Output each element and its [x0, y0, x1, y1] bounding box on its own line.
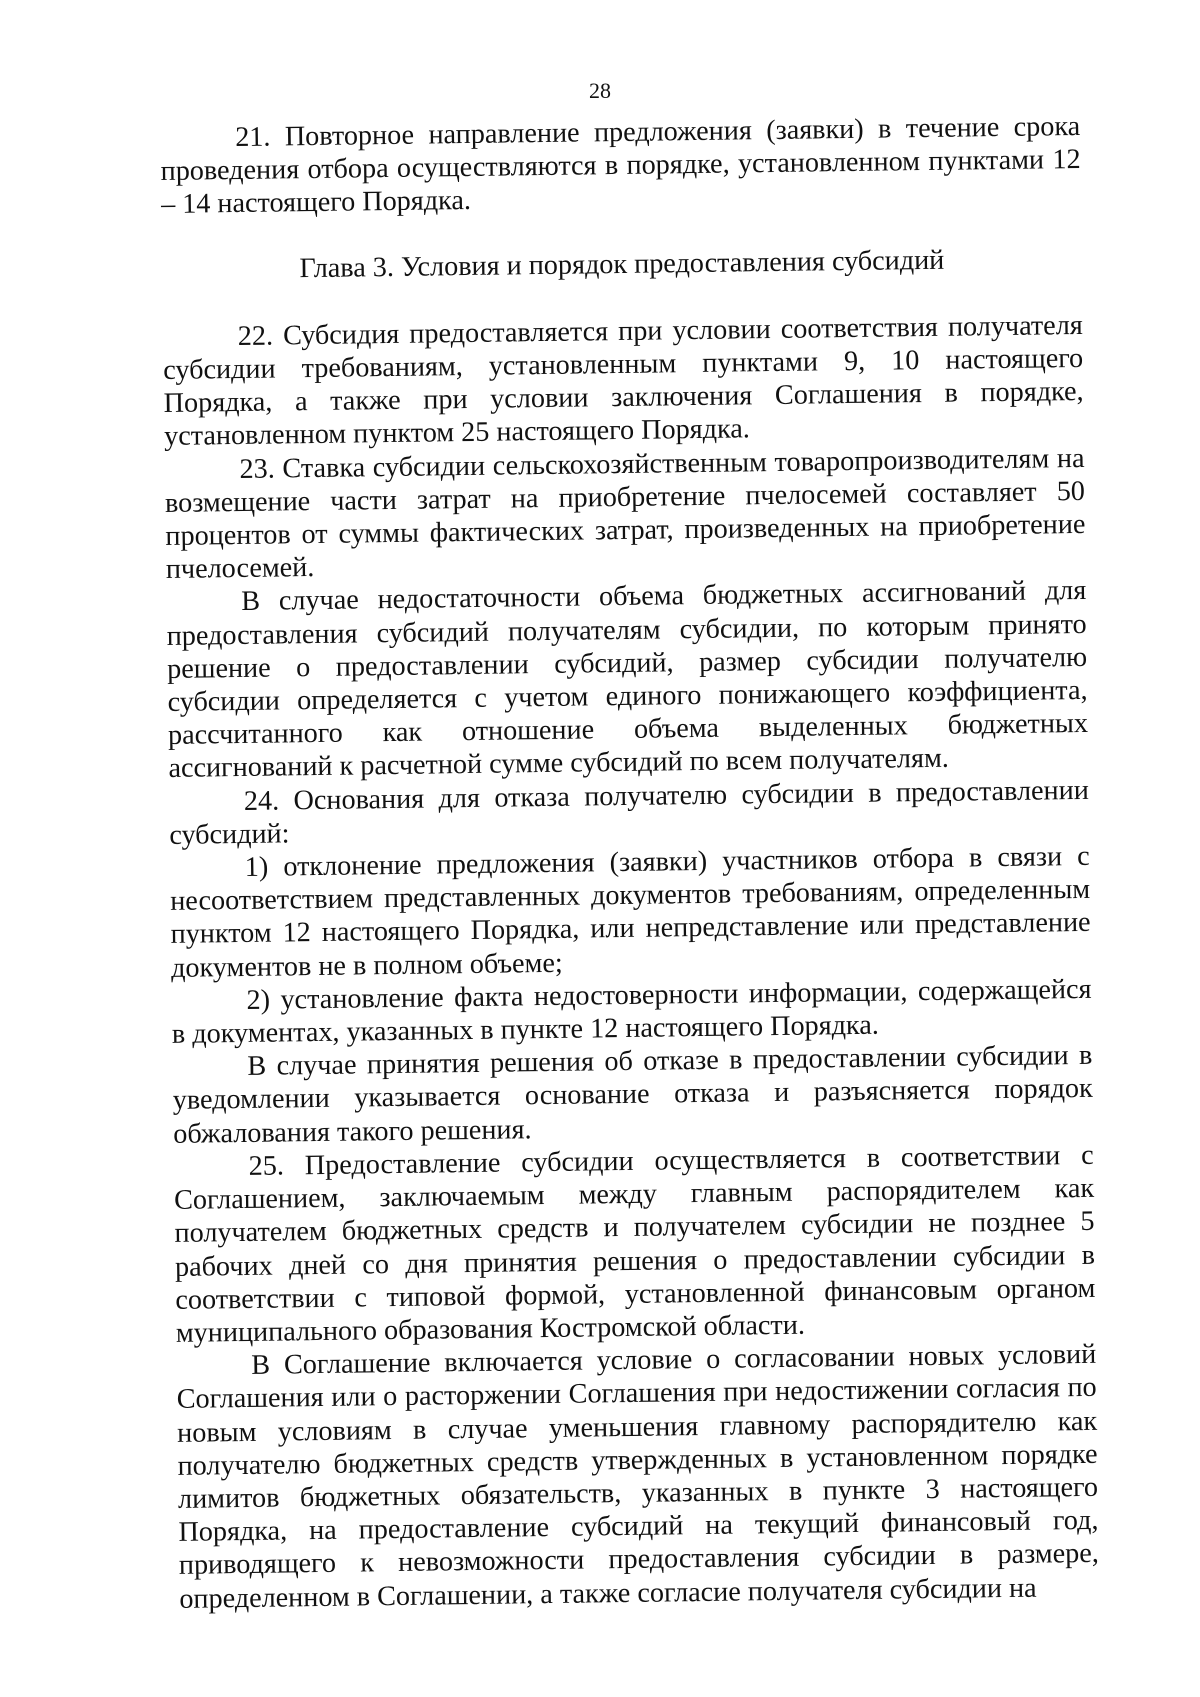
paragraph-25: 25. Предоставление субсидии осуществляется в соответствии с Соглашением, заключаемым между главным распорядителем как получателем бюджетных средств и получателем субсидии не позднее 5 рабочих дней со дня принятия решения о предоставлении субсидии в соответствии с типовой формой, установленной финансовым органом муниципального образования Костромской области.	[173, 1139, 1096, 1349]
paragraph-25-agreement-terms: В Соглашение включается условие о согласовании новых условий Соглашения или о расторжении Соглашения при недостижении согласия по новым условиям в случае уменьшения главному распорядителю как получателю бюджетных средств утвержденных в установленном порядке лимитов бюджетных обязательств, указанных в пункте 3 настоящего Порядка, на предоставление субсидий на текущий финансовый год, приводящего к невозможности предоставления субсидии в размере, определенном в Соглашении, а также согласие получателя субсидии на	[176, 1338, 1100, 1615]
paragraph-24: 24. Основания для отказа получателю субсидии в предоставлении субсидий:	[169, 774, 1090, 851]
paragraph-24-refusal-notice: В случае принятия решения об отказе в предоставлении субсидии в уведомлении указывается основание отказа и разъясняется порядок обжалования такого решения.	[172, 1040, 1093, 1150]
paragraph-23: 23. Ставка субсидии сельскохозяйственным товаропроизводителям на возмещение части затрат на приобретение пчелосемей составляет 50 процентов от суммы фактических затрат, произведенных на приобретение пчелосемей.	[164, 442, 1086, 586]
paragraph-23-insufficiency: В случае недостаточности объема бюджетных ассигнований для предоставления субсидий получателям субсидии, по которым принято решение о предоставлении субсидий, размер субсидии получателю субсидии определяется с учетом единого понижающего коэффициента, рассчитанного как отношение объема выделенных бюджетных ассигнований к расчетной сумме субсидий по всем получателям.	[166, 575, 1089, 785]
paragraph-21: 21. Повторное направление предложения (заявки) в течение срока проведения отбора осуществляются в порядке, установленном пунктами 12 – 14 настоящего Порядка.	[160, 110, 1081, 221]
document-body	[160, 110, 1099, 1616]
paragraph-22: 22. Субсидия предоставляется при условии соответствия получателя субсидии требованиям, установленным пунктами 9, 10 настоящего Порядка, а также при условии заключения Соглашения в порядке, установленном пунктом 25 настоящего Порядка.	[163, 309, 1084, 453]
paragraph-24-item-2: 2) установление факта недостоверности информации, содержащейся в документах, указанных в пункте 12 настоящего Порядка.	[171, 973, 1092, 1050]
paragraph-24-item-1: 1) отклонение предложения (заявки) участников отбора в связи с несоответствием представленных документов требованиям, определенным пунктом 12 настоящего Порядка, или непредставление или представление документов не в полном объеме;	[170, 840, 1091, 984]
chapter-heading: Глава 3. Условия и порядок предоставления субсидий	[299, 244, 945, 284]
page-number: 28	[589, 78, 611, 103]
